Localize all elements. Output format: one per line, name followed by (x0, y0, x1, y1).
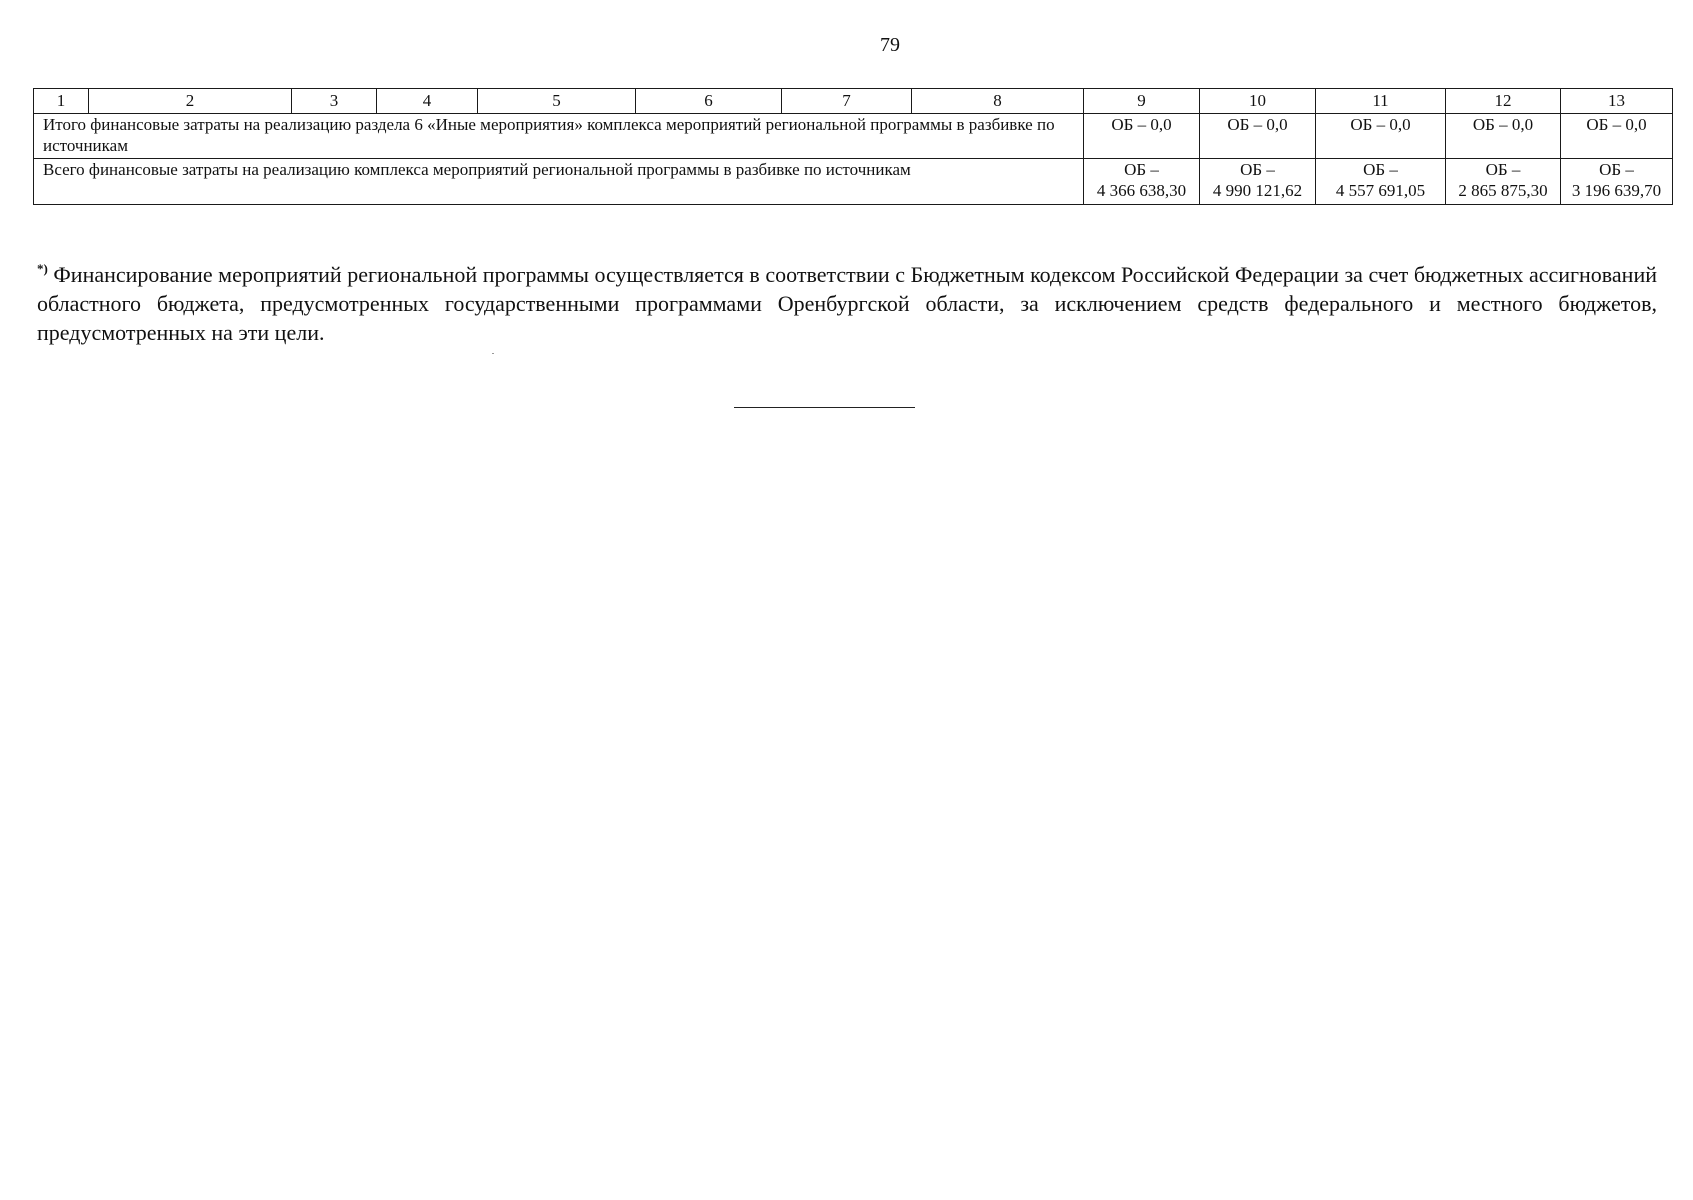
column-number-cell: 8 (912, 89, 1084, 114)
value-cell (1446, 159, 1561, 205)
column-number-cell: 9 (1084, 89, 1200, 114)
row-label: Всего финансовые затраты на реализацию комплекса мероприятий региональной программы в разбивке по источникам (34, 159, 1084, 205)
financing-table (33, 88, 1673, 205)
column-number-cell: 1 (34, 89, 89, 114)
column-number-row (34, 89, 1673, 114)
row-label: Итого финансовые затраты на реализацию раздела 6 «Иные мероприятия» комплекса мероприятий региональной программы в разбивке по источникам (34, 114, 1084, 159)
source-prefix: ОБ – (1599, 160, 1634, 179)
amount: 3 196 639,70 (1571, 181, 1662, 200)
footnote-marker: *) (37, 261, 48, 276)
source-prefix: ОБ – (1485, 160, 1521, 179)
table-row (34, 114, 1673, 159)
footnote-text: Финансирование мероприятий региональной программы осуществляется в соответствии с Бюджетным кодексом Российской Федерации за счет бюджетных ассигнований областного бюджета, предусмотренных государственными программами Оренбургской области, за исключением средств федерального и местного бюджетов, предусмотренных на эти цели. (37, 262, 1657, 345)
source-prefix: ОБ – (1240, 160, 1275, 179)
value-cell: ОБ – 0,0 (1200, 114, 1316, 159)
page-number: 79 (880, 34, 900, 56)
column-number-cell: 3 (292, 89, 377, 114)
amount: 4 990 121,62 (1212, 181, 1303, 200)
value-cell: ОБ – 0,0 (1316, 114, 1446, 159)
amount: 4 366 638,30 (1096, 181, 1187, 200)
amount: 2 865 875,30 (1458, 181, 1548, 200)
column-number-cell: 7 (782, 89, 912, 114)
amount: 4 557 691,05 (1335, 181, 1426, 200)
value-cell: ОБ – 0,0 (1561, 114, 1673, 159)
source-prefix: ОБ – (1124, 160, 1159, 179)
source-prefix: ОБ – (1363, 160, 1398, 179)
value-cell (1200, 159, 1316, 205)
column-number-cell: 10 (1200, 89, 1316, 114)
scan-speck (492, 353, 494, 354)
column-number-cell: 5 (478, 89, 636, 114)
value-cell: ОБ – 0,0 (1084, 114, 1200, 159)
column-number-cell: 11 (1316, 89, 1446, 114)
column-number-cell: 6 (636, 89, 782, 114)
column-number-cell: 2 (89, 89, 292, 114)
end-of-document-rule (734, 407, 915, 408)
value-cell: ОБ – 0,0 (1446, 114, 1561, 159)
column-number-cell: 12 (1446, 89, 1561, 114)
column-number-cell: 4 (377, 89, 478, 114)
column-number-cell: 13 (1561, 89, 1673, 114)
footnote (37, 260, 1657, 347)
value-cell (1561, 159, 1673, 205)
value-cell (1084, 159, 1200, 205)
table-row (34, 159, 1673, 205)
value-cell (1316, 159, 1446, 205)
